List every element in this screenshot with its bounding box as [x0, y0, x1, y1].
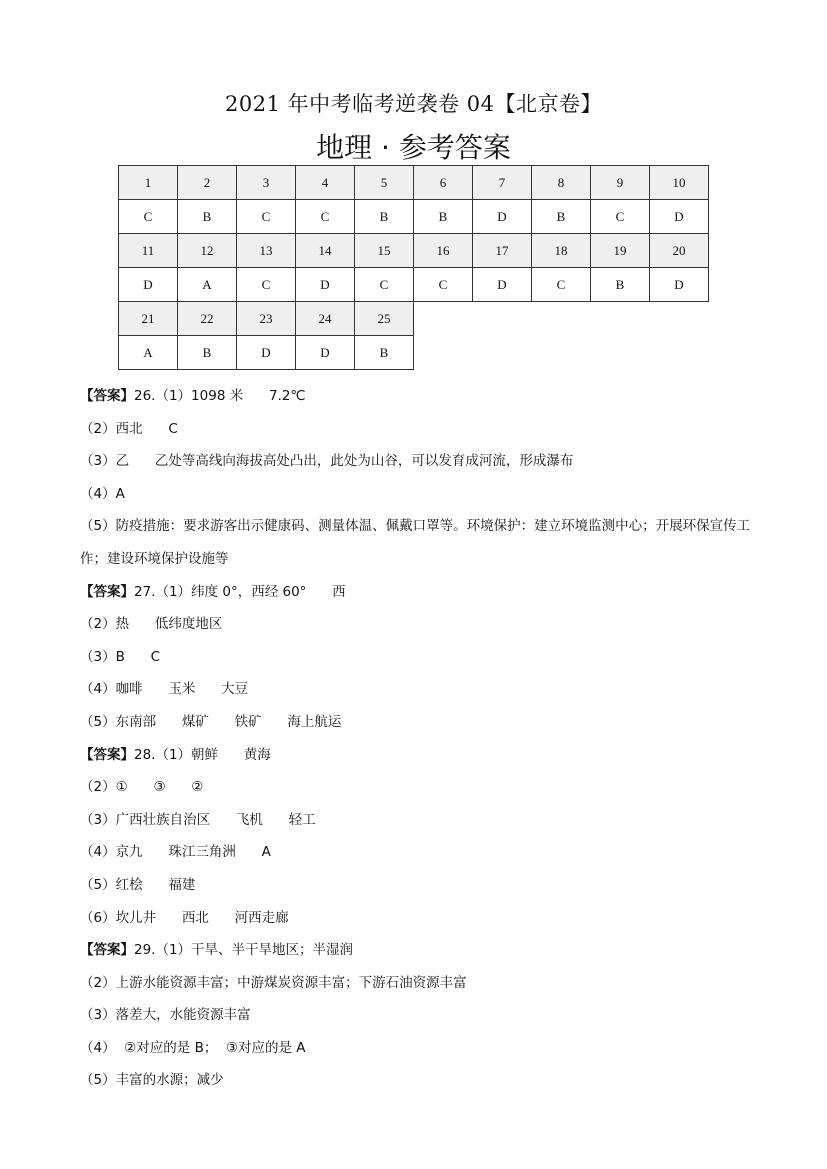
question-number: 19 — [591, 234, 650, 268]
answer-cell: A — [178, 268, 237, 302]
document-title: 2021 年中考临考逆袭卷 04【北京卷】 — [224, 92, 602, 116]
question-number: 24 — [296, 302, 355, 336]
answer-cell: D — [473, 200, 532, 234]
question-number: 8 — [532, 166, 591, 200]
question-number: 14 — [296, 234, 355, 268]
grid-answer-row — [119, 268, 709, 302]
answer-section — [80, 380, 760, 1097]
question-number: 18 — [532, 234, 591, 268]
grid-answer-row — [119, 336, 709, 370]
answer-line: （2）西北 C — [80, 420, 178, 437]
answer-line: （5）防疫措施：要求游客出示健康码、测量体温、佩戴口罩等。环境保护：建立环境监测中心；开展环保宣传工作；建设环境保护设施等 — [80, 518, 751, 567]
answer-line: （4）A — [80, 485, 125, 502]
answer-tag: 【答案】 — [80, 746, 134, 763]
answer-line: （2）上游水能资源丰富；中游煤炭资源丰富；下游石油资源丰富 — [80, 974, 467, 991]
answer-line-q26-1 — [80, 380, 760, 413]
grid-number-row — [119, 302, 709, 336]
question-number: 10 — [650, 166, 709, 200]
question-number: 5 — [355, 166, 414, 200]
answer-cell: D — [296, 336, 355, 370]
answer-cell: C — [296, 200, 355, 234]
answer-cell: C — [591, 200, 650, 234]
question-number: 9 — [591, 166, 650, 200]
answer-cell: C — [119, 200, 178, 234]
answer-cell: B — [591, 268, 650, 302]
grid-number-row — [119, 234, 709, 268]
answer-line: （5）红桧 福建 — [80, 876, 196, 893]
answer-cell: D — [119, 268, 178, 302]
empty-cell — [414, 336, 709, 370]
answer-cell: C — [532, 268, 591, 302]
answer-line: （2）① ③ ② — [80, 779, 204, 796]
grid-number-row — [119, 166, 709, 200]
answer-line: （4）咖啡 玉米 大豆 — [80, 681, 249, 698]
answer-cell: C — [237, 268, 296, 302]
answer-text: 27.（1）纬度 0°，西经 60° 西 — [134, 583, 346, 600]
answer-cell: C — [355, 268, 414, 302]
answer-line: （4）京九 珠江三角洲 A — [80, 844, 271, 861]
answer-cell: C — [237, 200, 296, 234]
answer-tag: 【答案】 — [80, 388, 134, 404]
answer-cell: B — [178, 200, 237, 234]
answer-line-q29-1 — [80, 934, 760, 967]
answer-text: 28.（1）朝鲜 黄海 — [134, 746, 271, 763]
answer-cell: D — [296, 268, 355, 302]
answer-cell: B — [178, 336, 237, 370]
answer-line: （4） ②对应的是 B； ③对应的是 A — [80, 1039, 306, 1056]
answer-line: （3）落差大，水能资源丰富 — [80, 1007, 251, 1024]
question-number: 22 — [178, 302, 237, 336]
answer-cell: B — [355, 336, 414, 370]
question-number: 3 — [237, 166, 296, 200]
answer-line: （3）B C — [80, 648, 161, 665]
answer-cell: A — [119, 336, 178, 370]
answer-line: （5）东南部 煤矿 铁矿 海上航运 — [80, 713, 342, 730]
answer-line-q28-1 — [80, 739, 760, 772]
answer-cell: C — [414, 268, 473, 302]
answer-tag: 【答案】 — [80, 942, 134, 959]
answer-line: （3）乙 乙处等高线向海拔高处凸出，此处为山谷，可以发育成河流，形成瀑布 — [80, 453, 574, 470]
answer-cell: D — [237, 336, 296, 370]
question-number: 23 — [237, 302, 296, 336]
answer-cell: B — [532, 200, 591, 234]
grid-answer-row — [119, 200, 709, 234]
answer-cell: B — [355, 200, 414, 234]
answer-tag: 【答案】 — [80, 583, 134, 600]
question-number: 1 — [119, 166, 178, 200]
answer-text: 26.（1）1098 米 7.2℃ — [134, 388, 306, 404]
answer-cell: D — [473, 268, 532, 302]
question-number: 13 — [237, 234, 296, 268]
question-number: 4 — [296, 166, 355, 200]
answer-grid — [118, 165, 709, 370]
answer-text: 29.（1）干旱、半干旱地区；半湿润 — [134, 942, 354, 959]
question-number: 12 — [178, 234, 237, 268]
answer-line: （3）广西壮族自治区 飞机 轻工 — [80, 811, 316, 828]
question-number: 21 — [119, 302, 178, 336]
question-number: 15 — [355, 234, 414, 268]
answer-line: （6）坎儿井 西北 河西走廊 — [80, 909, 289, 926]
question-number: 16 — [414, 234, 473, 268]
question-number: 20 — [650, 234, 709, 268]
question-number: 25 — [355, 302, 414, 336]
answer-cell: B — [414, 200, 473, 234]
answer-line: （2）热 低纬度地区 — [80, 616, 223, 633]
question-number: 11 — [119, 234, 178, 268]
question-number: 6 — [414, 166, 473, 200]
question-number: 2 — [178, 166, 237, 200]
question-number: 17 — [473, 234, 532, 268]
answer-line-q27-1 — [80, 576, 760, 609]
question-number: 7 — [473, 166, 532, 200]
document-subtitle: 地理 · 参考答案 — [316, 131, 511, 164]
answer-line: （5）丰富的水源；减少 — [80, 1072, 224, 1089]
empty-cell — [414, 302, 709, 336]
answer-cell: D — [650, 268, 709, 302]
answer-cell: D — [650, 200, 709, 234]
